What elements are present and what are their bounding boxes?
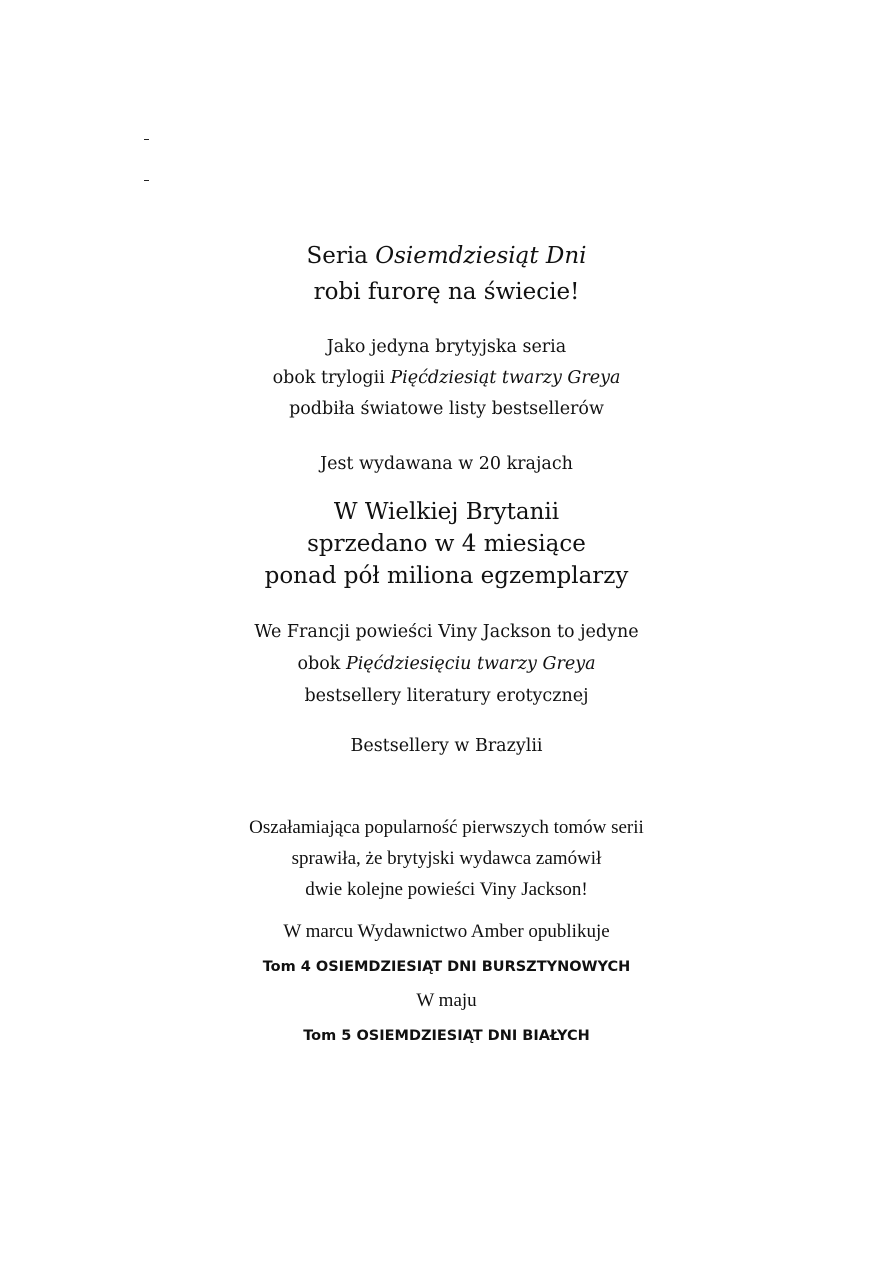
grey-title-genitive: Pięćdziesięciu twarzy Greya xyxy=(345,654,596,674)
footnote-mark-2 xyxy=(144,180,149,181)
popularity-paragraph: Oszałamiająca popularność pierwszych tomów serii sprawiła, że brytyjski wydawca zamówił dwie kolejne powieści Viny Jackson! xyxy=(249,817,644,900)
countries-paragraph: Jest wydawana w 20 krajach xyxy=(320,454,573,474)
series-title: Osiemdziesiąt Dni xyxy=(375,243,587,269)
france-paragraph: We Francji powieści Viny Jackson to jedyne obok Pięćdziesięciu twarzy Greya bestsellery literatury erotycznej xyxy=(254,622,639,706)
uk-only-paragraph: Jako jedyna brytyjska seria obok trylogii Pięćdziesiąt twarzy Greya podbiła światowe listy bestsellerów xyxy=(272,337,621,419)
march-announcement: W marcu Wydawnictwo Amber opublikuje xyxy=(283,921,610,942)
uk-sales-paragraph: W Wielkiej Brytanii sprzedano w 4 miesiące ponad pół miliona egzemplarzy xyxy=(264,499,629,589)
footnote-mark-1 xyxy=(144,139,149,140)
grey-title: Pięćdziesiąt twarzy Greya xyxy=(390,368,621,388)
volume-4-title: Tom 4 OSIEMDZIESIĄT DNI BURSZTYNOWYCH xyxy=(262,959,631,975)
headline xyxy=(0,238,893,310)
volume-5-title: Tom 5 OSIEMDZIESIĄT DNI BIAŁYCH xyxy=(303,1028,590,1044)
headline-line-1: Seria Osiemdziesiąt Dni xyxy=(306,243,587,269)
headline-line-2: robi furorę na świecie! xyxy=(313,279,580,305)
may-announcement: W maju xyxy=(416,990,477,1011)
brazil-paragraph: Bestsellery w Brazylii xyxy=(350,736,543,756)
